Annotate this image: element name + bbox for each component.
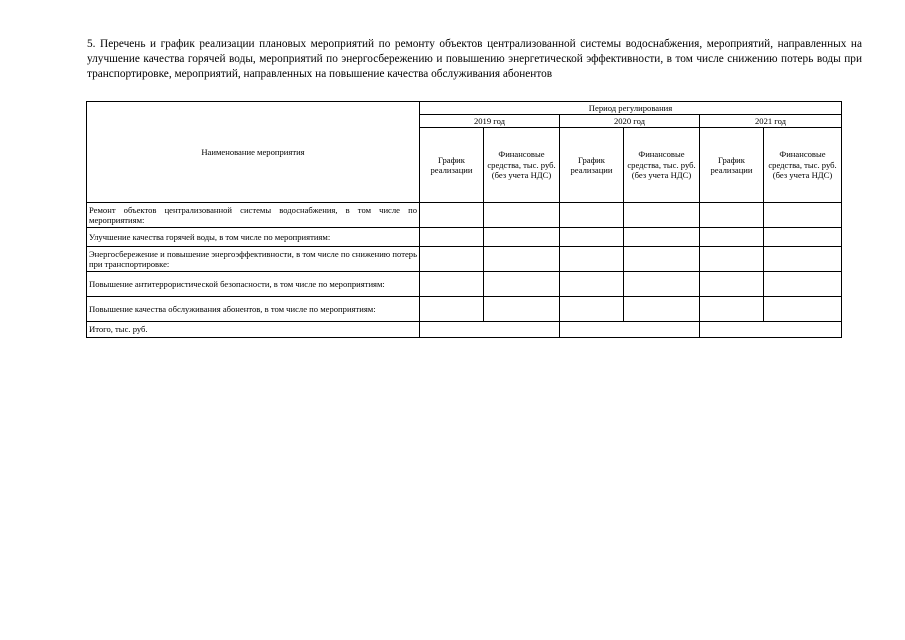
sub-header-finance-2019: Финансовые средства, тыс. руб. (без учета НДС)	[484, 128, 560, 203]
table-cell	[420, 297, 484, 322]
table-row	[87, 247, 842, 272]
table-cell	[764, 203, 842, 228]
sub-header-finance-2021: Финансовые средства, тыс. руб. (без учета НДС)	[764, 128, 842, 203]
table-cell	[764, 228, 842, 247]
table-cell	[764, 272, 842, 297]
table-cell	[700, 203, 764, 228]
row-label-repair: Ремонт объектов централизованной системы водоснабжения, в том числе по мероприятиям:	[87, 203, 420, 228]
table-row-total	[87, 322, 842, 338]
row-label-total: Итого, тыс. руб.	[87, 322, 420, 338]
table-row	[87, 272, 842, 297]
sub-header-finance-2020: Финансовые средства, тыс. руб. (без учета НДС)	[624, 128, 700, 203]
period-header: Период регулирования	[420, 102, 842, 115]
table-cell	[560, 203, 624, 228]
intro-paragraph: 5. Перечень и график реализации плановых мероприятий по ремонту объектов централизованной системы водоснабжения, мероприятий, направленных на улучшение качества горячей воды, мероприятий по энергосбережению и повышению энергетической эффективности, в том числе снижению потерь воды при транспортировке, мероприятий, направленных на повышение качества обслуживания абонентов	[87, 38, 862, 80]
table-row	[87, 203, 842, 228]
table-cell	[624, 203, 700, 228]
row-label-service-quality: Повышение качества обслуживания абонентов, в том числе по мероприятиям:	[87, 297, 420, 322]
table-cell	[764, 247, 842, 272]
year-header-2019: 2019 год	[420, 115, 560, 128]
total-cell-2020	[560, 322, 700, 338]
sub-header-schedule-2019: График реализации	[420, 128, 484, 203]
table-cell	[484, 228, 560, 247]
table-cell	[700, 297, 764, 322]
table-cell	[624, 228, 700, 247]
table-row	[87, 297, 842, 322]
table-cell	[700, 228, 764, 247]
table-cell	[624, 272, 700, 297]
table-cell	[420, 247, 484, 272]
table-cell	[560, 297, 624, 322]
table-cell	[700, 272, 764, 297]
row-label-antiterror: Повышение антитеррористической безопасности, в том числе по мероприятиям:	[87, 272, 420, 297]
table-cell	[420, 203, 484, 228]
table-cell	[560, 272, 624, 297]
total-cell-2021	[700, 322, 842, 338]
table-cell	[420, 272, 484, 297]
table-row	[87, 228, 842, 247]
column-header-name: Наименование мероприятия	[87, 102, 420, 203]
sub-header-schedule-2020: График реализации	[560, 128, 624, 203]
table-cell	[624, 297, 700, 322]
table-cell	[420, 228, 484, 247]
year-header-2020: 2020 год	[560, 115, 700, 128]
table-cell	[484, 247, 560, 272]
plan-table	[86, 101, 842, 338]
row-label-energy-saving: Энергосбережение и повышение энергоэффективности, в том числе по снижению потерь при транспортировке:	[87, 247, 420, 272]
table-cell	[560, 228, 624, 247]
table-cell	[764, 297, 842, 322]
table-cell	[484, 272, 560, 297]
table-cell	[484, 203, 560, 228]
table-cell	[484, 297, 560, 322]
table-cell	[700, 247, 764, 272]
sub-header-schedule-2021: График реализации	[700, 128, 764, 203]
row-label-hot-water: Улучшение качества горячей воды, в том числе по мероприятиям:	[87, 228, 420, 247]
total-cell-2019	[420, 322, 560, 338]
year-header-2021: 2021 год	[700, 115, 842, 128]
table-cell	[624, 247, 700, 272]
table-cell	[560, 247, 624, 272]
